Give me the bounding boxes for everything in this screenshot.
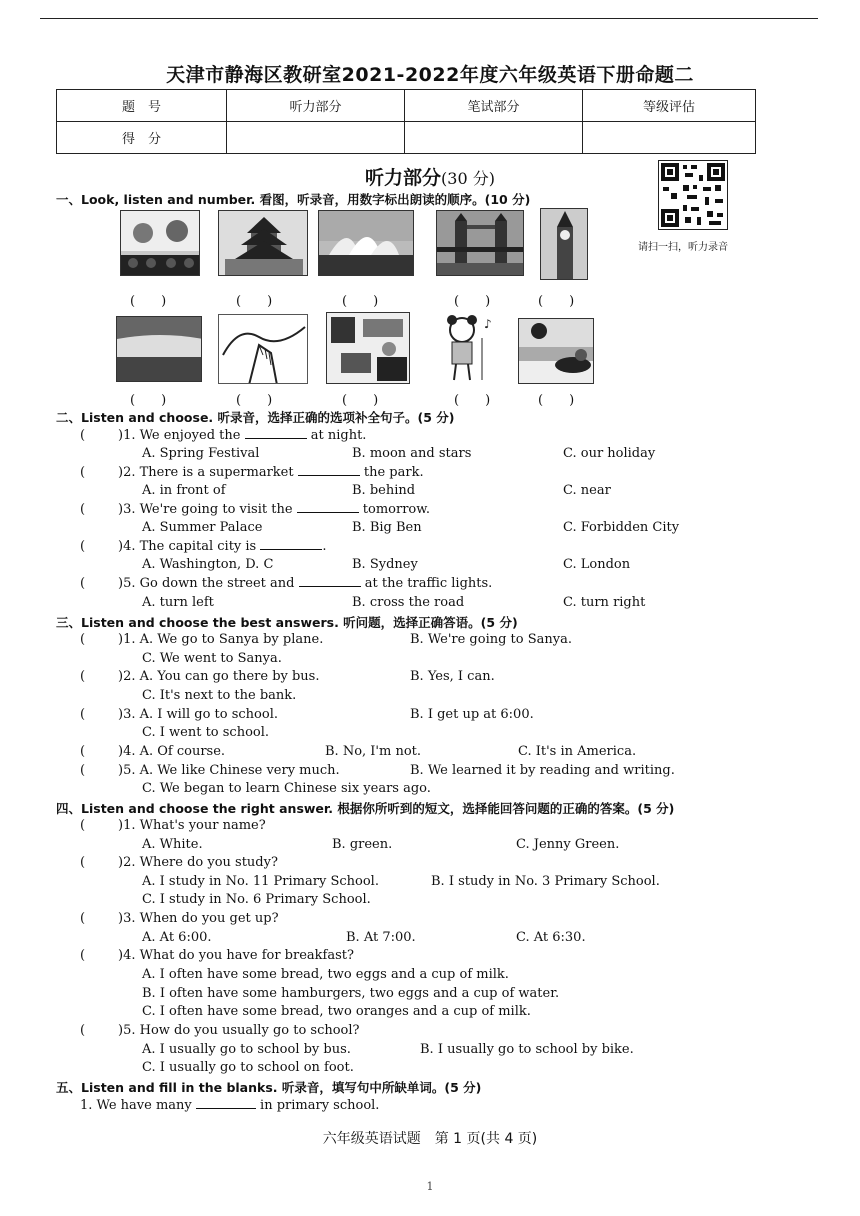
picture-waterfall bbox=[116, 316, 202, 382]
s2-q3-option-a: A. Summer Palace bbox=[142, 520, 263, 535]
s3-q1-option-a: )1. A. We go to Sanya by plane. bbox=[118, 632, 324, 647]
s3-q1-paren[interactable]: ( bbox=[80, 632, 86, 647]
s4-q1-question: )1. What's your name? bbox=[118, 818, 266, 833]
s2-q1-option-b: B. moon and stars bbox=[352, 446, 472, 461]
s3-q3-option-b: B. I get up at 6:00. bbox=[410, 707, 534, 722]
cell-listening: 听力部分 bbox=[227, 90, 405, 122]
s3-q5-paren[interactable]: ( bbox=[80, 763, 86, 778]
s3-q5-option-b: B. We learned it by reading and writing. bbox=[410, 763, 675, 778]
svg-text:♪: ♪ bbox=[484, 317, 492, 331]
answer-paren-6[interactable]: ( ) bbox=[130, 393, 167, 408]
page-number: 1 bbox=[426, 1180, 434, 1193]
cell-score-label: 得 分 bbox=[57, 122, 227, 154]
answer-paren-5[interactable]: ( ) bbox=[538, 294, 575, 309]
section-4-title: 四、Listen and choose the right answer. 根据你所听到的短文，选择能回答问题的正确的答案。(5 分) bbox=[56, 801, 675, 816]
picture-temple-of-heaven bbox=[218, 210, 308, 276]
s2-q4-option-a: A. Washington, D. C bbox=[142, 557, 274, 572]
s2-q2-paren[interactable]: ( bbox=[80, 465, 86, 480]
s2-q5-option-a: A. turn left bbox=[142, 595, 214, 610]
s3-q4-option-b: B. No, I'm not. bbox=[325, 744, 422, 759]
s2-q2-stem-b: the park. bbox=[363, 465, 424, 480]
score-table bbox=[56, 89, 756, 154]
cell-grade: 等级评估 bbox=[583, 90, 756, 122]
s3-q2-paren[interactable]: ( bbox=[80, 669, 86, 684]
s4-q1-option-c: C. Jenny Green. bbox=[516, 837, 620, 852]
picture-great-wall bbox=[218, 314, 308, 384]
s5-q1-stem-b: in primary school. bbox=[260, 1098, 380, 1113]
s4-q3-option-a: A. At 6:00. bbox=[142, 930, 212, 945]
s3-q4-option-a: )4. A. Of course. bbox=[118, 744, 226, 759]
s2-q3-stem-a: )3. We're going to visit the bbox=[118, 502, 293, 517]
s2-q5-option-c: C. turn right bbox=[563, 595, 646, 610]
s4-q4-option-b: B. I often have some hamburgers, two eggs and a cup of water. bbox=[142, 986, 560, 1001]
listening-section-title bbox=[0, 163, 860, 190]
s2-q4-stem-a: )4. The capital city is bbox=[118, 539, 257, 554]
score-table-score-row bbox=[57, 122, 756, 154]
picture-beach-sunbathing bbox=[518, 318, 594, 384]
s2-q5-paren[interactable]: ( bbox=[80, 576, 86, 591]
listening-points: (30 分) bbox=[441, 169, 495, 188]
s4-q4-paren[interactable]: ( bbox=[80, 948, 86, 963]
s2-q3-option-c: C. Forbidden City bbox=[563, 520, 680, 535]
listening-title-text: 听力部分 bbox=[365, 167, 442, 189]
s2-q4-blank[interactable] bbox=[260, 540, 322, 550]
s4-q2-paren[interactable]: ( bbox=[80, 855, 86, 870]
s2-q3-blank[interactable] bbox=[297, 503, 359, 513]
picture-living-room bbox=[326, 312, 410, 384]
s5-q1-stem-a: 1. We have many bbox=[80, 1098, 192, 1113]
qr-caption: 请扫一扫，听力录音 bbox=[638, 242, 728, 253]
s4-q3-question: )3. When do you get up? bbox=[118, 911, 279, 926]
s4-q2-option-c: C. I study in No. 6 Primary School. bbox=[142, 892, 371, 907]
score-table-header-row bbox=[57, 90, 756, 122]
section-5-title: 五、Listen and fill in the blanks. 听录音，填写句中所缺单词。(5 分) bbox=[56, 1080, 482, 1095]
answer-paren-9[interactable]: ( ) bbox=[454, 393, 491, 408]
s2-q1-option-c: C. our holiday bbox=[563, 446, 656, 461]
picture-big-ben bbox=[540, 208, 588, 280]
s4-q1-option-a: A. White. bbox=[142, 837, 203, 852]
s2-q2-option-b: B. behind bbox=[352, 483, 416, 498]
s4-q4-option-c: C. I often have some bread, two oranges and a cup of milk. bbox=[142, 1004, 531, 1019]
cell-score-written[interactable] bbox=[405, 122, 583, 154]
s3-q3-option-a: )3. A. I will go to school. bbox=[118, 707, 278, 722]
s3-q2-option-c: C. It's next to the bank. bbox=[142, 688, 297, 703]
cell-score-listening[interactable] bbox=[227, 122, 405, 154]
s2-q3-option-b: B. Big Ben bbox=[352, 520, 422, 535]
exam-title: 天津市静海区教研室2021-2022年度六年级英语下册命题二 bbox=[166, 64, 694, 86]
s4-q5-paren[interactable]: ( bbox=[80, 1023, 86, 1038]
s2-q2-stem-a: )2. There is a supermarket bbox=[118, 465, 294, 480]
s2-q5-stem-a: )5. Go down the street and bbox=[118, 576, 295, 591]
section-3-title: 三、Listen and choose the best answers. 听问题，选择正确答语。(5 分) bbox=[56, 615, 518, 630]
s2-q2-option-c: C. near bbox=[563, 483, 611, 498]
answer-paren-8[interactable]: ( ) bbox=[342, 393, 379, 408]
s2-q4-stem-b: . bbox=[322, 539, 327, 554]
s5-q1 bbox=[80, 1098, 379, 1113]
s5-q1-blank[interactable] bbox=[196, 1099, 256, 1109]
s3-q1-option-c: C. We went to Sanya. bbox=[142, 651, 282, 666]
cell-written: 笔试部分 bbox=[405, 90, 583, 122]
qr-code-icon[interactable] bbox=[658, 160, 728, 230]
s4-q1-paren[interactable]: ( bbox=[80, 818, 86, 833]
s4-q3-paren[interactable]: ( bbox=[80, 911, 86, 926]
s3-q3-option-c: C. I went to school. bbox=[142, 725, 270, 740]
picture-sydney-opera-house bbox=[318, 210, 414, 276]
s2-q1-stem-b: at night. bbox=[310, 428, 367, 443]
s4-q5-option-b: B. I usually go to school by bike. bbox=[420, 1042, 634, 1057]
s3-q3-paren[interactable]: ( bbox=[80, 707, 86, 722]
s2-q1-paren[interactable]: ( bbox=[80, 428, 86, 443]
s2-q1-stem bbox=[118, 428, 366, 443]
s2-q2-option-a: A. in front of bbox=[142, 483, 226, 498]
s4-q5-option-c: C. I usually go to school on foot. bbox=[142, 1060, 354, 1075]
answer-paren-4[interactable]: ( ) bbox=[454, 294, 491, 309]
s2-q5-blank[interactable] bbox=[299, 577, 361, 587]
s2-q2-stem bbox=[118, 465, 424, 480]
s2-q4-stem bbox=[118, 539, 327, 554]
s4-q1-option-b: B. green. bbox=[332, 837, 393, 852]
s2-q3-stem bbox=[118, 502, 430, 517]
s2-q3-paren[interactable]: ( bbox=[80, 502, 86, 517]
s4-q3-option-c: C. At 6:30. bbox=[516, 930, 586, 945]
answer-paren-1[interactable]: ( ) bbox=[130, 294, 167, 309]
answer-paren-7[interactable]: ( ) bbox=[236, 393, 273, 408]
s3-q4-paren[interactable]: ( bbox=[80, 744, 86, 759]
answer-paren-3[interactable]: ( ) bbox=[342, 294, 379, 309]
s3-q2-option-b: B. Yes, I can. bbox=[410, 669, 495, 684]
s3-q4-option-c: C. It's in America. bbox=[518, 744, 637, 759]
s3-q5-option-a: )5. A. We like Chinese very much. bbox=[118, 763, 340, 778]
s2-q5-stem bbox=[118, 576, 492, 591]
s2-q5-option-b: B. cross the road bbox=[352, 595, 465, 610]
s4-q4-question: )4. What do you have for breakfast? bbox=[118, 948, 354, 963]
s4-q2-question: )2. Where do you study? bbox=[118, 855, 278, 870]
picture-tower-bridge bbox=[436, 210, 524, 276]
top-rule bbox=[40, 18, 818, 19]
cell-question-number: 题 号 bbox=[57, 90, 227, 122]
s2-q5-stem-b: at the traffic lights. bbox=[364, 576, 493, 591]
answer-paren-10[interactable]: ( ) bbox=[538, 393, 575, 408]
cell-score-grade[interactable] bbox=[583, 122, 756, 154]
section-1-title: 一、Look, listen and number. 看图，听录音，用数字标出朗读的顺序。(10 分) bbox=[56, 192, 531, 207]
section-2-title: 二、Listen and choose. 听录音，选择正确的选项补全句子。(5 分) bbox=[56, 410, 455, 425]
s3-q5-option-c: C. We began to learn Chinese six years ago. bbox=[142, 781, 431, 796]
s4-q2-option-a: A. I study in No. 11 Primary School. bbox=[142, 874, 379, 889]
s2-q2-blank[interactable] bbox=[298, 466, 360, 476]
s4-q2-option-b: B. I study in No. 3 Primary School. bbox=[431, 874, 660, 889]
picture-cartoon-show bbox=[120, 210, 200, 276]
s4-q3-option-b: B. At 7:00. bbox=[346, 930, 416, 945]
page-footer: 六年级英语试题 第 1 页(共 4 页) bbox=[322, 1131, 538, 1147]
answer-paren-2[interactable]: ( ) bbox=[236, 294, 273, 309]
s3-q2-option-a: )2. A. You can go there by bus. bbox=[118, 669, 320, 684]
s2-q1-option-a: A. Spring Festival bbox=[142, 446, 260, 461]
s2-q1-stem-a: )1. We enjoyed the bbox=[118, 428, 241, 443]
picture-girl-singing bbox=[438, 314, 498, 386]
s2-q1-blank[interactable] bbox=[245, 429, 307, 439]
s4-q4-option-a: A. I often have some bread, two eggs and a cup of milk. bbox=[142, 967, 509, 982]
s2-q4-option-c: C. London bbox=[563, 557, 631, 572]
s2-q4-paren[interactable]: ( bbox=[80, 539, 86, 554]
s2-q3-stem-b: tomorrow. bbox=[362, 502, 430, 517]
s3-q1-option-b: B. We're going to Sanya. bbox=[410, 632, 572, 647]
s4-q5-question: )5. How do you usually go to school? bbox=[118, 1023, 360, 1038]
s4-q5-option-a: A. I usually go to school by bus. bbox=[142, 1042, 351, 1057]
s2-q4-option-b: B. Sydney bbox=[352, 557, 418, 572]
